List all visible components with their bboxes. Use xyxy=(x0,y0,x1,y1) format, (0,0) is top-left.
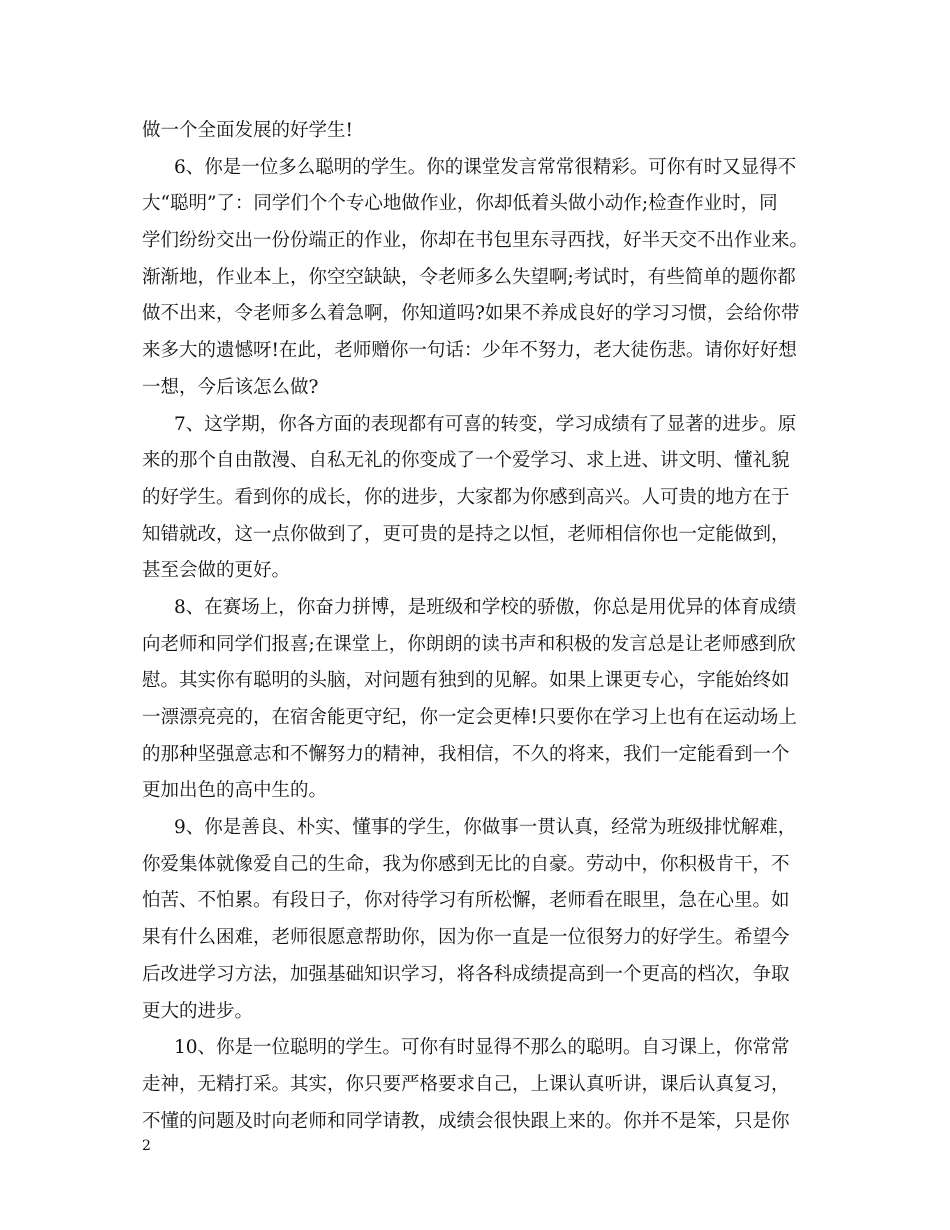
text-line: 果有什么困难，老师很愿意帮助你，因为你一直是一位很努力的好学生。希望今 xyxy=(142,927,790,949)
text-line: 学们纷纷交出一份份端正的作业，你却在书包里东寻西找，好半天交不出作业来。 xyxy=(142,230,809,252)
text-line: 做一个全面发展的好学生! xyxy=(142,120,353,141)
text-line: 一漂漂亮亮的，在宿舍能更守纪，你一定会更棒!只要你在学习上也有在运动场上 xyxy=(142,707,797,728)
text-line: 后改进学习方法，加强基础知识学习，将各科成绩提高到一个更高的档次，争取 xyxy=(142,963,790,985)
text-line: 8、在赛场上，你奋力拼博，是班级和学校的骄傲，你总是用优异的体育成绩 xyxy=(174,596,797,618)
text-line: 走神，无精打采。其实，你只要严格要求自己，上课认真听讲，课后认真复习， xyxy=(142,1073,790,1095)
text-line: 的好学生。看到你的成长，你的进步，大家都为你感到高兴。人可贵的地方在于 xyxy=(142,486,790,508)
text-line: 来的那个自由散漫、自私无礼的你变成了一个爱学习、求上进、讲文明、懂礼貌 xyxy=(142,450,790,472)
text-line: 6、你是一位多么聪明的学生。你的课堂发言常常很精彩。可你有时又显得不 xyxy=(174,156,797,178)
text-line: 10、你是一位聪明的学生。可你有时显得不那么的聪明。自习课上，你常常 xyxy=(174,1037,790,1059)
text-line: 一想，今后该怎么做? xyxy=(142,376,319,398)
text-line: 甚至会做的更好。 xyxy=(142,560,291,582)
text-line: 你爱集体就像爱自己的生命，我为你感到无比的自豪。劳动中，你积极肯干，不 xyxy=(142,853,790,875)
body-text xyxy=(142,113,810,1140)
text-line: 的那种坚强意志和不懈努力的精神，我相信，不久的将来，我们一定能看到一个 xyxy=(142,743,790,765)
text-line: 7、这学期，你各方面的表现都有可喜的转变，学习成绩有了显著的进步。原 xyxy=(174,413,797,435)
text-line: 慰。其实你有聪明的头脑，对问题有独到的见解。如果上课更专心，字能始终如 xyxy=(142,670,790,692)
text-line: 渐渐地，作业本上，你空空缺缺，令老师多么失望啊;考试时，有些简单的题你都 xyxy=(142,266,796,288)
text-line: 做不出来，令老师多么着急啊，你知道吗?如果不养成良好的学习习惯，会给你带 xyxy=(142,303,800,325)
text-line: 来多大的遗憾呀!在此，老师赠你一句话：少年不努力，老大徒伤悲。请你好好想 xyxy=(142,340,797,362)
text-line: 不懂的问题及时向老师和同学请教，成绩会很快跟上来的。你并不是笨，只是你 xyxy=(142,1110,790,1132)
text-line: 向老师和同学们报喜;在课堂上，你朗朗的读书声和积极的发言总是让老师感到欣 xyxy=(142,633,796,655)
text-line: 9、你是善良、朴实、懂事的学生，你做事一贯认真，经常为班级排忧解难， xyxy=(174,817,797,839)
page-number: 2 xyxy=(142,1138,151,1154)
text-line: 更加出色的高中生的。 xyxy=(142,780,328,802)
text-line: 怕苦、不怕累。有段日子，你对待学习有所松懈，老师看在眼里，急在心里。如 xyxy=(142,890,790,912)
text-line: 大“聪明”了：同学们个个专心地做作业，你却低着头做小动作;检查作业时，同 xyxy=(142,193,778,215)
text-line: 知错就改，这一点你做到了，更可贵的是持之以恒，老师相信你也一定能做到， xyxy=(142,523,790,545)
text-line: 更大的进步。 xyxy=(142,1000,254,1022)
